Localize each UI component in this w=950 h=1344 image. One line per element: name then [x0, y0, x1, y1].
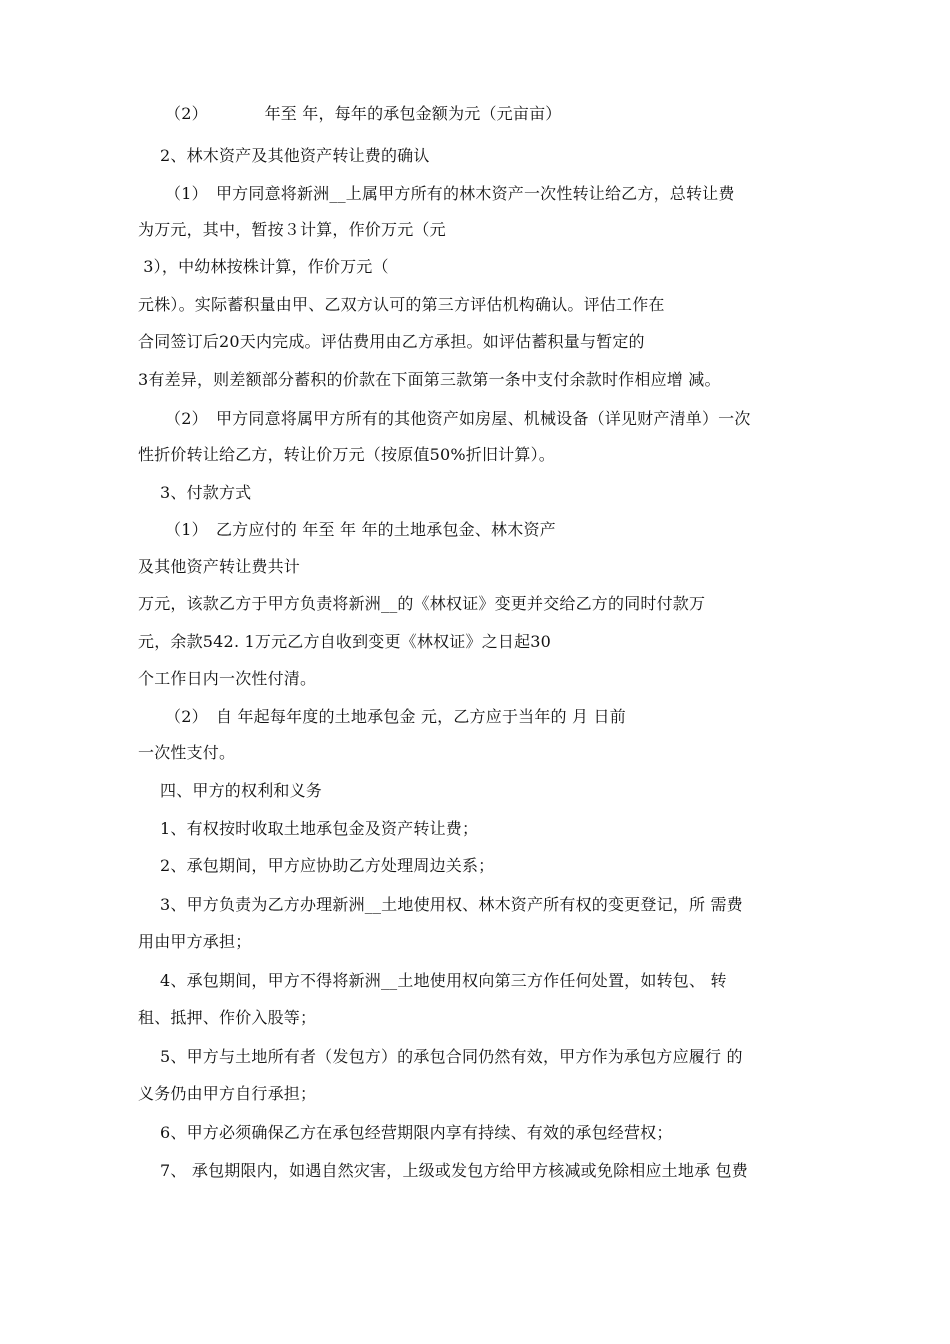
list-item: 2、承包期间，甲方应协助乙方处理周边关系； — [160, 856, 495, 875]
list-item: 4、承包期间，甲方不得将新洲__土地使用权向第三方作任何处置，如转包、 转 — [160, 971, 727, 990]
text-line: 租、抵押、作价入股等； — [138, 1008, 317, 1027]
section-heading: 3、付款方式 — [160, 483, 252, 502]
text-line: （2） 年至 年，每年的承包金额为元（元亩亩） — [165, 104, 562, 123]
list-item: 5、甲方与土地所有者（发包方）的承包合同仍然有效，甲方作为承包方应履行 的 — [160, 1047, 743, 1066]
list-item: 1、有权按时收取土地承包金及资产转让费； — [160, 819, 479, 838]
list-item: 3、甲方负责为乙方办理新洲__土地使用权、林木资产所有权的变更登记，所 需费 — [160, 895, 743, 914]
list-item: 6、甲方必须确保乙方在承包经营期限内享有持续、有效的承包经营权； — [160, 1123, 673, 1142]
text-line: 性折价转让给乙方，转让价万元（按原值50%折旧计算）。 — [138, 445, 555, 464]
text-line: 元株）。实际蓄积量由甲、乙双方认可的第三方评估机构确认。评估工作在 — [138, 295, 665, 314]
text-line: （1） 乙方应付的 年至 年 年的土地承包金、林木资产 — [165, 520, 556, 539]
text-line: 及其他资产转让费共计 — [138, 557, 301, 576]
text-line: 合同签订后20天内完成。评估费用由乙方承担。如评估蓄积量与暂定的 — [138, 332, 645, 351]
text-line: 义务仍由甲方自行承担； — [138, 1084, 317, 1103]
section-heading: 2、林木资产及其他资产转让费的确认 — [160, 146, 430, 165]
text-line: 为万元，其中，暂按３计算，作价万元（元 — [138, 220, 446, 239]
text-line: 一次性支付。 — [138, 743, 236, 762]
list-item: 7、 承包期限内，如遇自然灾害，上级或发包方给甲方核减或免除相应土地承 包费 — [160, 1161, 748, 1180]
text-line: 3有差异，则差额部分蓄积的价款在下面第三款第一条中支付余款时作相应增 减。 — [138, 370, 721, 389]
text-line: （1） 甲方同意将新洲__上属甲方所有的林木资产一次性转让给乙方，总转让费 — [165, 184, 735, 203]
text-line: 个工作日内一次性付清。 — [138, 669, 317, 688]
section-heading: 四、甲方的权利和义务 — [160, 781, 323, 800]
text-line: 用由甲方承担； — [138, 932, 252, 951]
text-line: 万元，该款乙方于甲方负责将新洲__的《林权证》变更并交给乙方的同时付款万 — [138, 594, 706, 613]
text-line: 元，余款542. 1万元乙方自收到变更《林权证》之日起30 — [138, 632, 552, 651]
text-line: （2） 甲方同意将属甲方所有的其他资产如房屋、机械设备（详见财产清单）一次 — [165, 409, 751, 428]
text-line: （2） 自 年起每年度的土地承包金 元，乙方应于当年的 月 日前 — [165, 707, 626, 726]
text-line: 3），中幼林按株计算，作价万元（ — [138, 257, 389, 276]
